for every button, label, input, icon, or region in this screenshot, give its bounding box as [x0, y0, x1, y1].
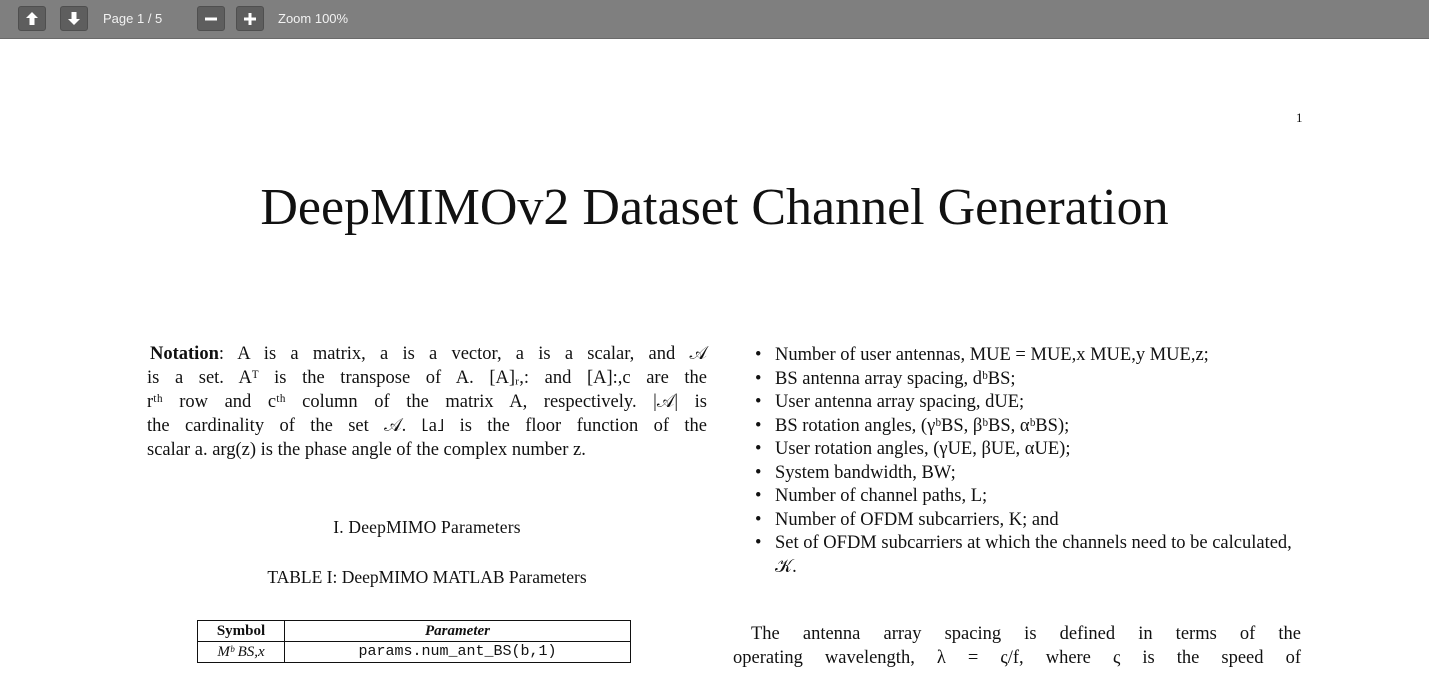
table-cell-symbol: Mᵇ BS,x — [198, 642, 285, 663]
table-caption: TABLE I: DeepMIMO MATLAB Parameters — [267, 567, 587, 587]
notation-line-5: scalar a. arg(z) is the phase angle of the complex number z. — [147, 440, 586, 460]
arrow-down-icon — [67, 11, 81, 26]
zoom-out-button[interactable] — [197, 6, 225, 31]
bullet-icon: • — [755, 392, 762, 412]
section-heading: I. DeepMIMO Parameters — [333, 517, 521, 537]
bullet-icon: • — [755, 345, 762, 365]
bullet-icon: • — [755, 533, 762, 553]
list-item: • Number of OFDM subcarriers, K; and — [733, 509, 1301, 533]
table-header-row — [198, 621, 631, 642]
spacing-paragraph — [733, 622, 1301, 670]
notation-line-3: rᵗʰ row and cᵗʰ column of the matrix A, respectively. |𝒜| is — [147, 392, 707, 412]
notation-lead: Notation — [150, 344, 219, 364]
column-header-parameter: Parameter — [285, 621, 631, 642]
list-item: • Number of user antennas, MUE = MUE,x MUE,y MUE,z; — [733, 344, 1301, 368]
pdf-toolbar — [0, 0, 1429, 39]
next-page-button[interactable] — [60, 6, 88, 31]
list-item: • User rotation angles, (γUE, βUE, αUE); — [733, 438, 1301, 462]
notation-line-4: the cardinality of the set 𝒜. ⌊a⌋ is the floor function of the — [147, 416, 707, 436]
bullet-icon: • — [755, 509, 762, 530]
bullet-icon: • — [755, 415, 762, 436]
parameter-list — [733, 344, 1301, 579]
parameters-table — [197, 620, 631, 663]
column-header-symbol: Symbol — [198, 621, 285, 642]
list-item: • System bandwidth, BW; — [733, 462, 1301, 486]
bullet-icon: • — [755, 462, 762, 483]
paragraph-line-1: The antenna array spacing is defined in terms of the — [751, 624, 1301, 644]
zoom-in-button[interactable] — [236, 6, 264, 31]
list-item: • BS antenna array spacing, dᵇBS; — [733, 368, 1301, 392]
page-number: 1 — [1296, 110, 1303, 125]
table-row — [198, 642, 631, 663]
notation-line-2: is a set. Aᵀ is the transpose of A. [A]ᵣ,: and [A]:,c are the — [147, 368, 707, 388]
list-item: • BS rotation angles, (γᵇBS, βᵇBS, αᵇBS); — [733, 415, 1301, 439]
list-item: • User antenna array spacing, dUE; — [733, 391, 1301, 415]
arrow-up-icon — [25, 11, 39, 26]
table-cell-parameter: params.num_ant_BS(b,1) — [285, 642, 631, 663]
notation-paragraph — [147, 342, 707, 462]
page-indicator: Page 1 / 5 — [103, 11, 163, 26]
previous-page-button[interactable] — [18, 6, 46, 31]
list-item: • Number of channel paths, L; — [733, 485, 1301, 509]
list-item: • Set of OFDM subcarriers at which the channels need to be calculated, 𝒦. — [755, 533, 1292, 577]
paragraph-line-2: operating wavelength, λ = ς/f, where ς is the speed of — [733, 648, 1301, 668]
plus-icon — [243, 12, 257, 26]
notation-line-1: Notation: A is a matrix, a is a vector, a is a scalar, and 𝒜 — [150, 344, 707, 364]
bullet-icon: • — [755, 368, 762, 389]
bullet-icon: • — [755, 486, 762, 506]
bullet-icon: • — [755, 439, 762, 459]
zoom-indicator: Zoom 100% — [278, 11, 349, 26]
document-title: DeepMIMOv2 Dataset Channel Generation — [260, 179, 1169, 236]
minus-icon — [204, 12, 218, 26]
